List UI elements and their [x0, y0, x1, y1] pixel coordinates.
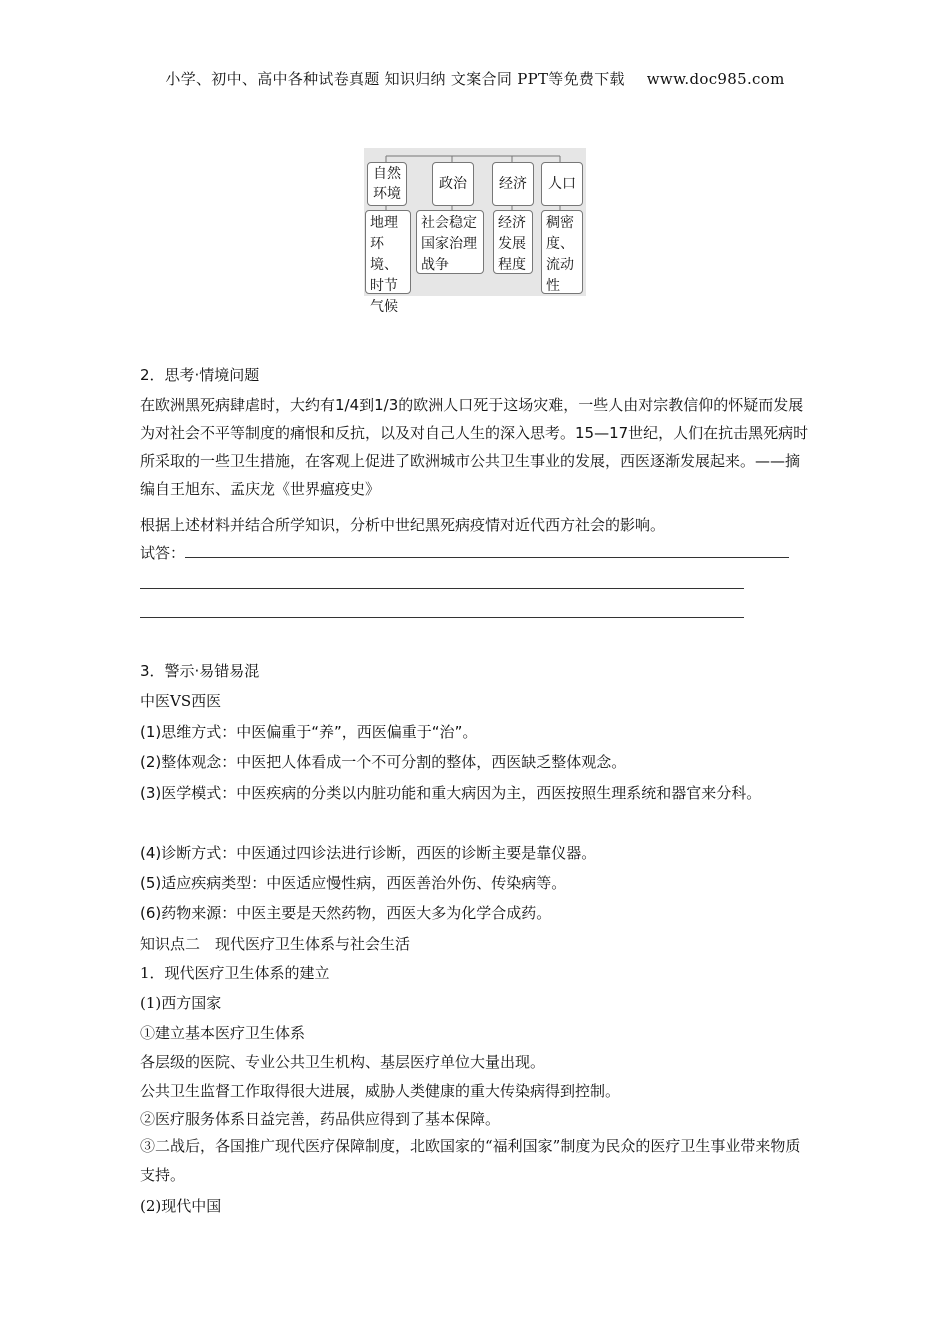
diagram-detail-politics: 社会稳定 国家治理 战争	[416, 210, 484, 274]
section3-heading: 3．警示·易错易混	[140, 662, 260, 680]
section2-question: 根据上述材料并结合所学知识，分析中世纪黑死病疫情对近代西方社会的影响。	[140, 516, 666, 534]
answer-row	[140, 542, 789, 563]
section3-subtitle: 中医VS西医	[140, 692, 222, 710]
page-header	[0, 68, 950, 89]
diagram-category-nature: 自然 环境	[367, 162, 407, 206]
header-site: www.doc985.com	[646, 70, 785, 88]
comparison-item-2: (2)整体观念：中医把人体看成一个不可分割的整体，西医缺乏整体观念。	[140, 753, 627, 771]
knowledge2-point1-line1: 各层级的医院、专业公共卫生机构、基层医疗单位大量出现。	[140, 1053, 546, 1071]
knowledge2-title: 知识点二 现代医疗卫生体系与社会生活	[140, 935, 411, 953]
comparison-item-5: (5)适应疾病类型：中医适应慢性病，西医善治外伤、传染病等。	[140, 874, 567, 892]
knowledge2-sub1a: (1)西方国家	[140, 994, 222, 1012]
knowledge2-point1: ①建立基本医疗卫生体系	[140, 1024, 306, 1042]
answer-label: 试答：	[140, 544, 186, 562]
answer-line-3[interactable]	[140, 617, 744, 618]
diagram-category-economy: 经济	[492, 162, 534, 206]
diagram-detail-population: 稠密 度、 流动 性	[541, 210, 583, 294]
knowledge2-point2: ②医疗服务体系日益完善，药品供应得到了基本保障。	[140, 1110, 501, 1128]
diagram-category-population: 人口	[541, 162, 583, 206]
diagram-category-politics: 政治	[432, 162, 474, 206]
knowledge2-point1-line2: 公共卫生监督工作取得很大进展，威胁人类健康的重大传染病得到控制。	[140, 1082, 621, 1100]
answer-line-2[interactable]	[140, 588, 744, 589]
comparison-item-3: (3)医学模式：中医疾病的分类以内脏功能和重大病因为主，西医按照生理系统和器官来分科。	[140, 784, 762, 802]
diagram-detail-nature: 地理 环境、 时节 气候	[365, 210, 411, 294]
header-text: 小学、初中、高中各种试卷真题 知识归纳 文案合同 PPT等免费下载	[165, 70, 625, 88]
diagram-detail-economy: 经济 发展 程度	[493, 210, 533, 274]
knowledge2-sub1: 1．现代医疗卫生体系的建立	[140, 964, 330, 982]
knowledge2-sub2: (2)现代中国	[140, 1197, 222, 1215]
comparison-item-6: (6)药物来源：中医主要是天然药物，西医大多为化学合成药。	[140, 904, 552, 922]
section2-heading: 2．思考·情境问题	[140, 366, 260, 384]
factors-diagram	[364, 148, 586, 315]
knowledge2-point3: ③二战后，各国推广现代医疗保障制度，北欧国家的“福利国家”制度为民众的医疗卫生事业带来物质支持。	[140, 1137, 801, 1184]
section2-paragraph: 在欧洲黑死病肆虐时，大约有1/4到1/3的欧洲人口死于这场灾难，一些人由对宗教信仰的怀疑而发展为对社会不平等制度的痛恨和反抗，以及对自己人生的深入思考。15—17世纪，人们在抗击黑死病时所采取的一些卫生措施，在客观上促进了欧洲城市公共卫生事业的发展，西医逐渐发展起来。——摘编自王旭东、孟庆龙《世界瘟疫史》	[140, 396, 809, 498]
comparison-item-4: (4)诊断方式：中医通过四诊法进行诊断，西医的诊断主要是靠仪器。	[140, 844, 597, 862]
comparison-item-1: (1)思维方式：中医偏重于“养”，西医偏重于“治”。	[140, 723, 478, 741]
answer-line-1[interactable]	[185, 543, 789, 558]
